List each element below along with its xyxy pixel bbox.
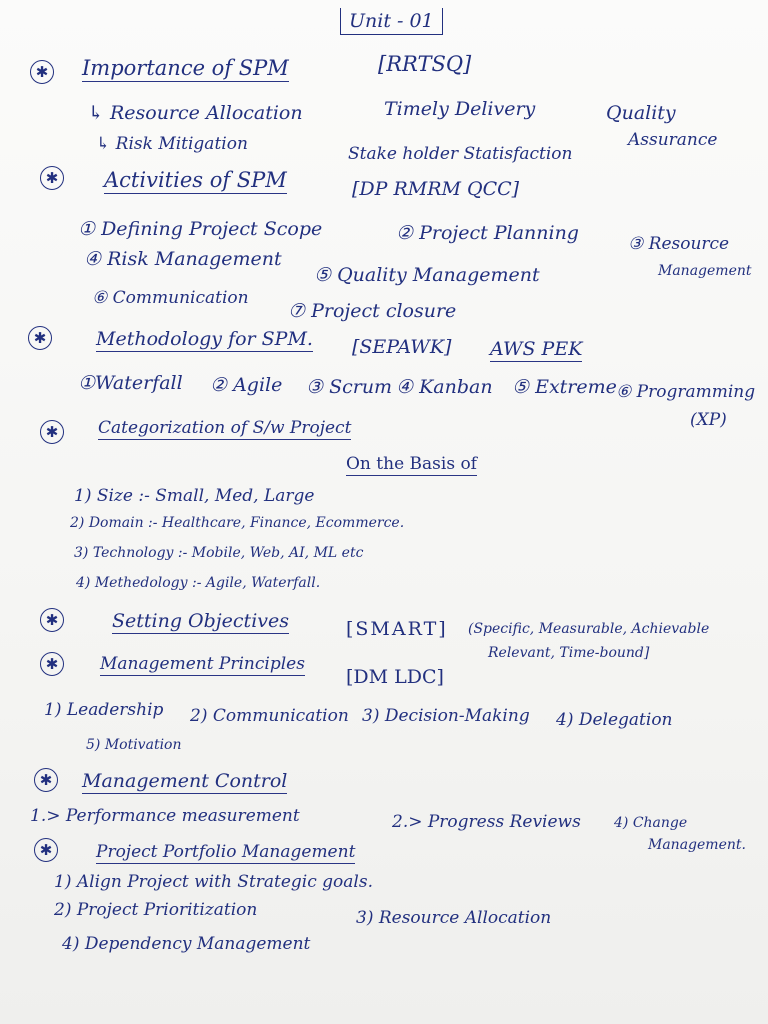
section-tag-activities: [DP RMRM QCC] xyxy=(352,178,520,200)
list-item: Management. xyxy=(648,837,746,853)
note-text: (Specific, Measurable, Achievable xyxy=(468,621,710,637)
list-item: ①Waterfall xyxy=(78,372,183,394)
list-item: ③ Scrum xyxy=(306,376,393,398)
section-heading-categorization: Categorization of S/w Project xyxy=(98,418,352,438)
section-heading-principles: Management Principles xyxy=(100,654,305,674)
list-item: 2.> Progress Reviews xyxy=(392,812,581,832)
list-item: 1) Leadership xyxy=(44,700,164,720)
list-item: 2) Project Prioritization xyxy=(54,900,258,920)
section-star-icon: ✱ xyxy=(34,838,58,862)
list-item: ⑤ Extreme xyxy=(512,376,617,398)
list-item: ⑦ Project closure xyxy=(288,300,457,322)
section-heading-importance: Importance of SPM xyxy=(82,56,289,80)
list-item: ④ Kanban xyxy=(396,376,493,398)
list-item: ① Defining Project Scope xyxy=(78,218,323,240)
section-tag-objectives: [SMART] xyxy=(346,618,448,640)
list-item: ⑥ Communication xyxy=(92,288,249,308)
list-item: ④ Risk Management xyxy=(84,248,282,270)
list-item: ② Agile xyxy=(210,374,283,396)
note-text: Relevant, Time-bound] xyxy=(488,645,650,661)
list-item: 4) Delegation xyxy=(556,710,673,730)
section-star-icon: ✱ xyxy=(40,420,64,444)
section-subheading: On the Basis of xyxy=(346,454,477,474)
list-item: Management xyxy=(658,263,752,279)
section-heading-portfolio: Project Portfolio Management xyxy=(96,842,356,862)
list-item: (XP) xyxy=(690,410,727,430)
list-item: Timely Delivery xyxy=(384,98,536,120)
section-tag2-methodology: AWS PEK xyxy=(490,338,583,360)
section-tag-importance: [RRTSQ] xyxy=(378,52,472,76)
list-item: ② Project Planning xyxy=(396,222,579,244)
section-star-icon: ✱ xyxy=(28,326,52,350)
section-star-icon: ✱ xyxy=(40,652,64,676)
section-heading-methodology: Methodology for SPM. xyxy=(96,328,313,350)
list-item: 3) Technology :- Mobile, Web, AI, ML etc xyxy=(74,545,364,561)
list-item: Quality xyxy=(606,102,676,124)
section-star-icon: ✱ xyxy=(30,60,54,84)
list-item: 5) Motivation xyxy=(86,737,182,753)
list-item: ⑥ Programming xyxy=(616,382,756,402)
section-tag-methodology: [SEPAWK] xyxy=(352,336,452,358)
section-star-icon: ✱ xyxy=(34,768,58,792)
list-item: 3) Resource Allocation xyxy=(356,908,552,928)
list-item: ↳ Risk Mitigation xyxy=(96,134,248,154)
section-star-icon: ✱ xyxy=(40,608,64,632)
list-item: 1.> Performance measurement xyxy=(30,806,300,826)
section-heading-activities: Activities of SPM xyxy=(104,168,287,192)
list-item: Stake holder Statisfaction xyxy=(348,144,573,164)
list-item: 4) Methedology :- Agile, Waterfall. xyxy=(76,575,321,591)
list-item: 2) Domain :- Healthcare, Finance, Ecommerce. xyxy=(70,515,405,531)
section-heading-control: Management Control xyxy=(82,770,288,792)
list-item: Assurance xyxy=(628,130,718,150)
page-title: Unit - 01 xyxy=(340,8,443,35)
list-item: 1) Size :- Small, Med, Large xyxy=(74,486,315,506)
list-item: 3) Decision-Making xyxy=(362,706,530,726)
section-heading-objectives: Setting Objectives xyxy=(112,610,290,632)
section-star-icon: ✱ xyxy=(40,166,64,190)
list-item: 1) Align Project with Strategic goals. xyxy=(54,872,373,892)
list-item: ↳ Resource Allocation xyxy=(88,102,303,124)
list-item: 4) Dependency Management xyxy=(62,934,311,954)
list-item: 4) Change xyxy=(614,815,688,831)
list-item: ⑤ Quality Management xyxy=(314,264,540,286)
list-item: ③ Resource xyxy=(628,234,730,254)
list-item: 2) Communication xyxy=(190,706,349,726)
section-tag-principles: [DM LDC] xyxy=(346,666,444,688)
